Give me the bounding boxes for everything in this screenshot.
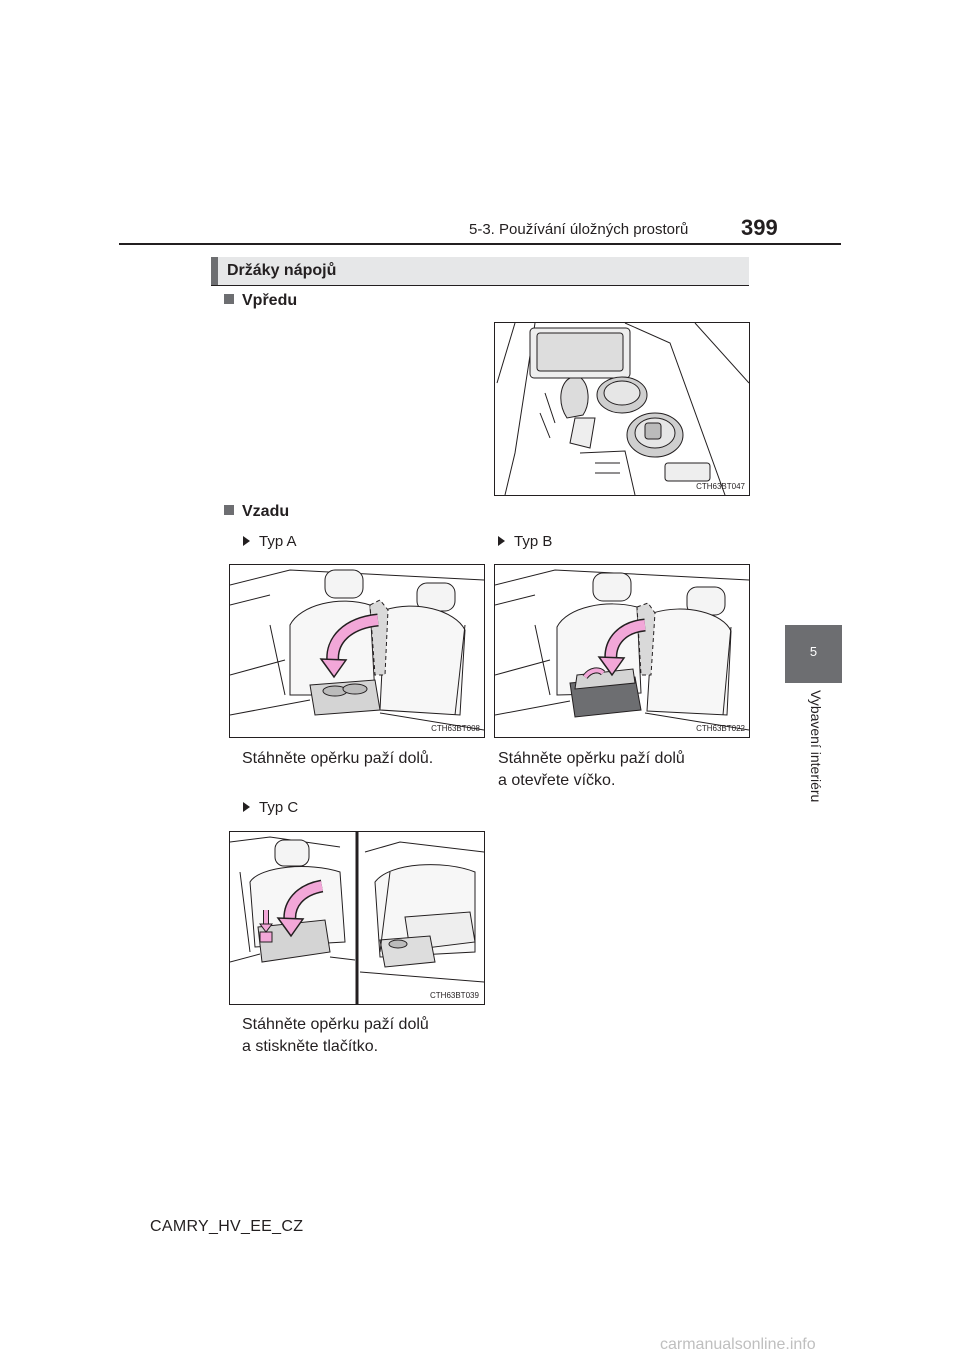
page-number: 399 (741, 215, 778, 240)
rear-seat-type-b-illustration (495, 565, 749, 737)
model-code: CAMRY_HV_EE_CZ (150, 1218, 304, 1235)
section-heading (211, 257, 749, 286)
figure-code: CTH63BT039 (430, 991, 479, 1000)
type-b-label: Typ B (498, 533, 552, 550)
front-cupholder-figure (494, 322, 750, 496)
type-c-caption: Stáhněte opěrku paží dolů a stiskněte tlačítko. (242, 1016, 429, 1055)
front-console-illustration (495, 323, 749, 495)
square-bullet-icon (224, 294, 234, 304)
rear-label: Vzadu (242, 503, 290, 520)
section-title: 5-3. Používání úložných prostorů (469, 221, 689, 238)
rear-seat-type-c-illustration (230, 832, 484, 1004)
type-b-figure (494, 564, 750, 738)
type-c-label: Typ C (243, 799, 298, 816)
heading-accent (211, 257, 218, 285)
triangle-bullet-icon (243, 536, 250, 546)
front-label: Vpředu (242, 292, 298, 309)
type-c-figure (229, 831, 485, 1005)
chapter-number: 5 (809, 644, 818, 659)
chapter-label: Vybavení interiéru (808, 690, 824, 803)
section-heading-text: Držáky nápojů (227, 262, 337, 279)
figure-code: CTH63BT047 (696, 482, 745, 491)
triangle-bullet-icon (498, 536, 505, 546)
rear-subheading (224, 503, 289, 521)
header-rule (119, 243, 841, 245)
type-a-figure (229, 564, 485, 738)
front-subheading (224, 292, 297, 310)
type-a-label: Typ A (243, 533, 297, 550)
figure-code: CTH63BT008 (431, 724, 480, 733)
square-bullet-icon (224, 505, 234, 515)
triangle-bullet-icon (243, 802, 250, 812)
chapter-tab (785, 625, 842, 683)
watermark: carmanualsonline.info (660, 1336, 816, 1353)
figure-code: CTH63BT022 (696, 724, 745, 733)
type-b-caption: Stáhněte opěrku paží dolů a otevřete víčko. (498, 750, 685, 789)
type-a-caption: Stáhněte opěrku paží dolů. (242, 750, 434, 767)
rear-seat-type-a-illustration (230, 565, 484, 737)
